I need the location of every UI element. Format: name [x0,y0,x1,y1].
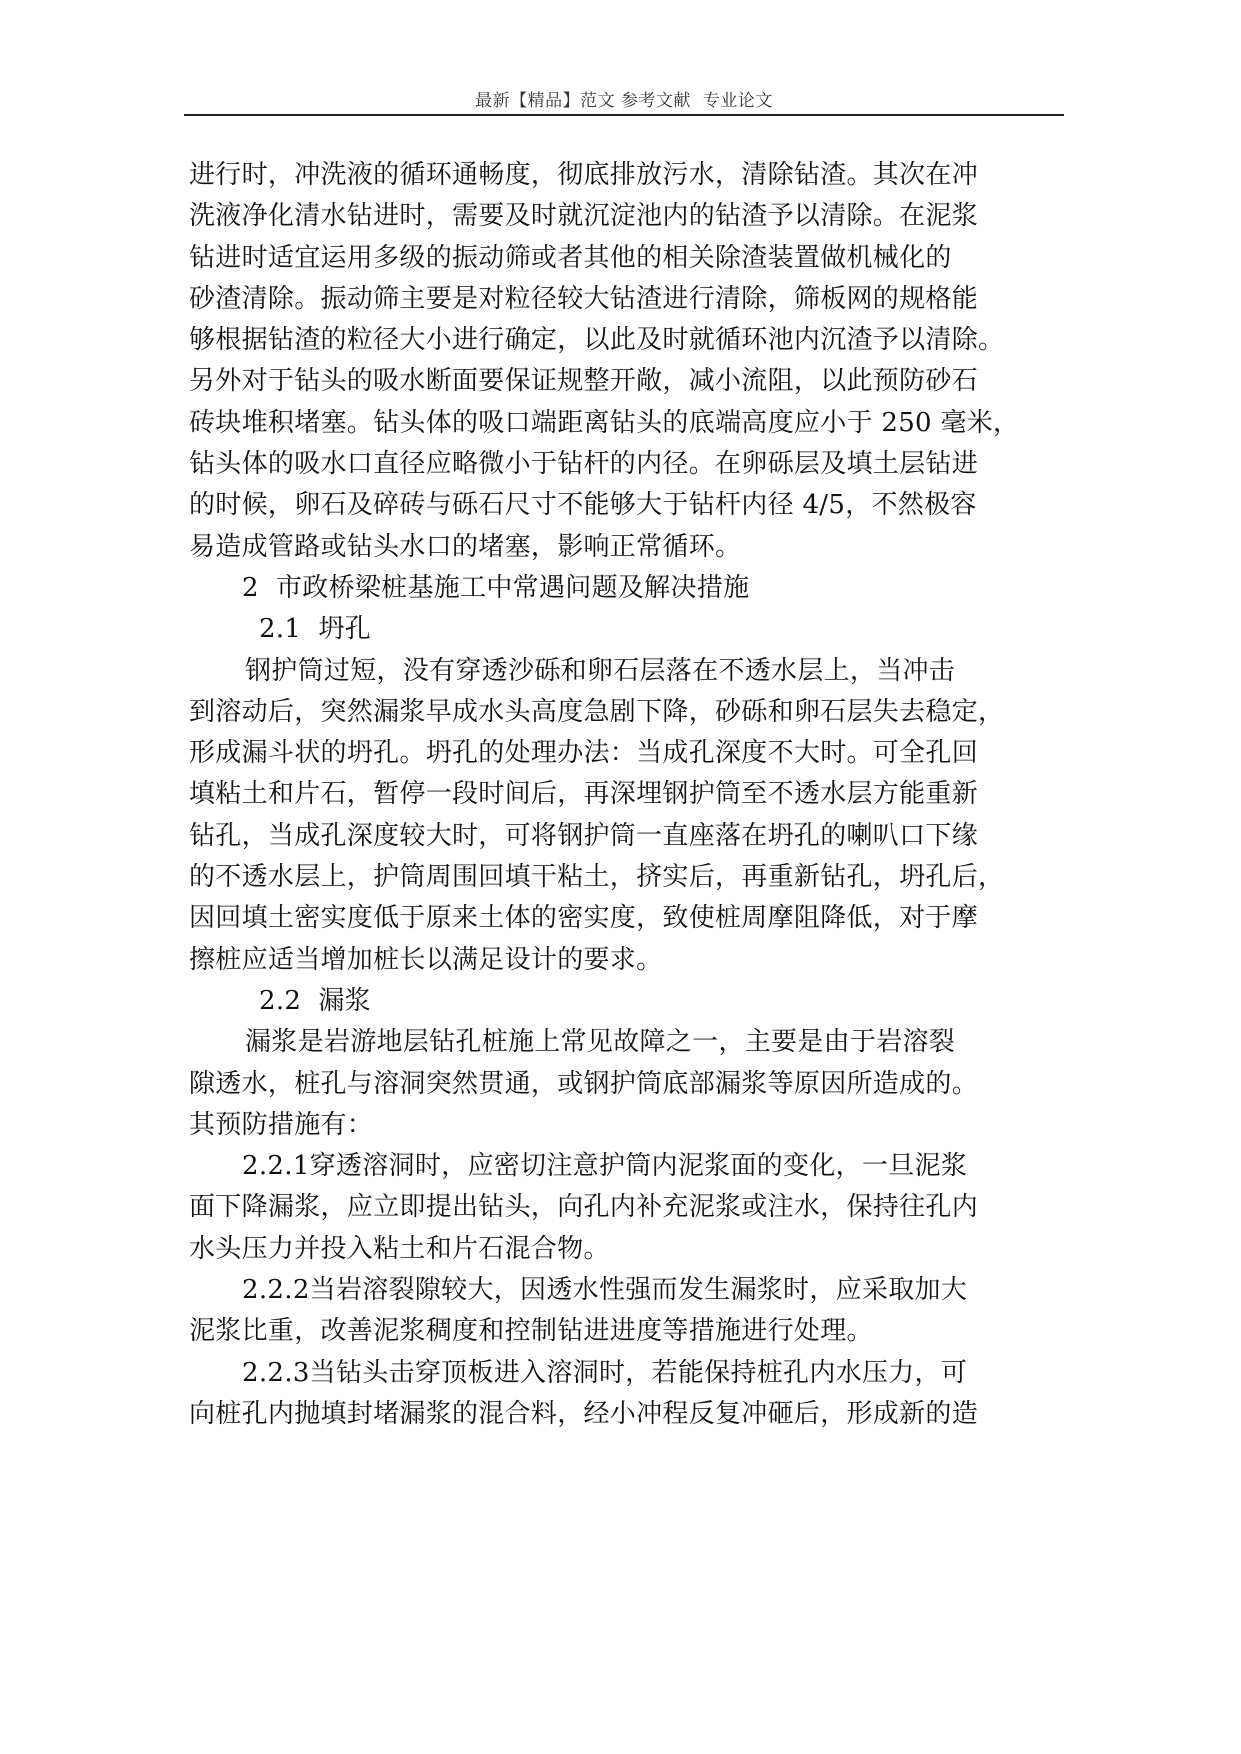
text-line: 的不透水层上，护筒周围回填干粘土，挤实后，再重新钻孔，坍孔后， [189,862,1005,893]
text-line: 因回填土密实度低于原来土体的密实度，致使桩周摩阻降低，对于摩 [189,903,979,934]
text-line: 的时候，卵石及碎砖与砾石尺寸不能够大于钻杆内径 4/5，不然极容 [189,490,977,521]
text-line: 砂渣清除。振动筛主要是对粒径较大钻渣进行清除，筛板网的规格能 [189,283,979,314]
numbered-item: 2.2.1穿透溶洞时，应密切注意护筒内泥浆面的变化，一旦泥浆 [242,1151,968,1182]
section-heading: 2 市政桥梁桩基施工中常遇问题及解决措施 [242,572,750,603]
text-line: 泥浆比重，改善泥浆稠度和控制钻进进度等措施进行处理。 [189,1316,873,1347]
numbered-item: 2.2.3当钻头击穿顶板进入溶洞时，若能保持桩孔内水压力，可 [242,1357,968,1388]
text-line: 钻头体的吸水口直径应略微小于钻杆的内径。在卵砾层及填土层钻进 [189,449,979,480]
text-line: 够根据钻渣的粒径大小进行确定，以此及时就循环池内沉渣予以清除。 [189,325,1005,356]
text-line: 洗液净化清水钻进时，需要及时就沉淀池内的钻渣予以清除。在泥浆 [189,201,979,232]
paragraph-first-line: 漏浆是岩游地层钻孔桩施上常见故障之一，主要是由于岩溶裂 [245,1027,956,1058]
text-line: 砖块堆积堵塞。钻头体的吸口端距离钻头的底端高度应小于 250 毫米， [189,407,1020,438]
subsection-heading: 2.1 坍孔 [259,614,371,645]
body-text [189,155,1059,1435]
text-line: 易造成管路或钻头水口的堵塞，影响正常循环。 [189,531,742,562]
text-line: 其预防措施有： [189,1109,374,1140]
text-line: 擦桩应适当增加桩长以满足设计的要求。 [189,944,663,975]
text-line: 向桩孔内抛填封堵漏浆的混合料，经小冲程反复冲砸后，形成新的造 [189,1398,979,1429]
running-header: 最新【精品】范文 参考文献 专业论文 [475,91,773,111]
text-line: 另外对于钻头的吸水断面要保证规整开敞，减小流阻，以此预防砂石 [189,366,979,397]
text-line: 钻孔，当成孔深度较大时，可将钢护筒一直座落在坍孔的喇叭口下缘 [189,820,979,851]
text-line: 水头压力并投入粘土和片石混合物。 [189,1233,610,1264]
header-divider [184,114,1064,116]
text-line: 进行时，冲洗液的循环通畅度，彻底排放污水，清除钻渣。其次在冲 [189,160,979,190]
text-line: 填粘土和片石，暂停一段时间后，再深埋钢护筒至不透水层方能重新 [189,779,979,810]
subsection-heading: 2.2 漏浆 [259,985,371,1016]
text-line: 形成漏斗状的坍孔。坍孔的处理办法：当成孔深度不大时。可全孔回 [189,738,979,769]
paragraph-first-line: 钢护筒过短，没有穿透沙砾和卵石层落在不透水层上，当冲击 [245,655,956,686]
text-line: 隙透水，桩孔与溶洞突然贯通，或钢护筒底部漏浆等原因所造成的。 [189,1068,979,1099]
text-line: 面下降漏浆，应立即提出钻头，向孔内补充泥浆或注水，保持往孔内 [189,1192,979,1223]
numbered-item: 2.2.2当岩溶裂隙较大，因透水性强而发生漏浆时，应采取加大 [242,1275,968,1306]
text-line: 钻进时适宜运用多级的振动筛或者其他的相关除渣装置做机械化的 [189,242,952,273]
text-line: 到溶动后，突然漏浆早成水头高度急剧下降，砂砾和卵石层失去稳定， [189,696,1005,727]
